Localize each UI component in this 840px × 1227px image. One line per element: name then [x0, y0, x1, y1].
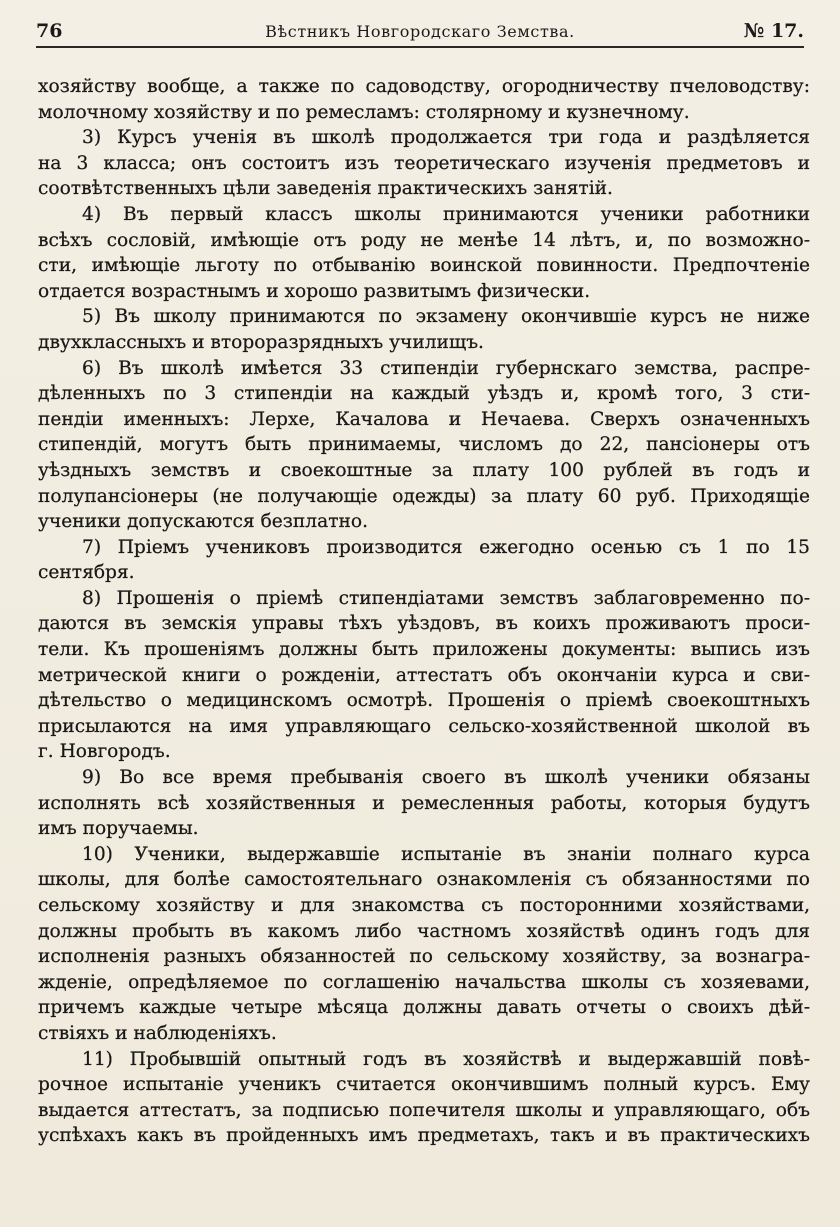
text-line: сельскому хозяйству и для знакомства съ посторонними хозяйствами, [38, 895, 810, 916]
text-line: дѣленныхъ по 3 стипендіи на каждый уѣздъ и, кромѣ того, 3 сти- [38, 383, 810, 405]
page-number: 76 [36, 20, 63, 42]
text-line: причемъ каждые четыре мѣсяца должны давать отчеты о своихъ дѣй- [38, 997, 810, 1019]
text-line: метрической книги о рожденіи, аттестатъ объ окончаніи курса и сви- [38, 664, 810, 686]
text-line: г. Новгородъ. [38, 741, 171, 763]
text-line: 11) Пробывшій опытный годъ въ хозяйствѣ и выдержавшій повѣ- [82, 1048, 810, 1070]
text-line: 6) Въ школѣ имѣется 33 стипендіи губернскаго земства, распре- [82, 357, 810, 379]
text-line: 9) Во все время пребыванія своего въ школѣ ученики обязаны [82, 767, 810, 789]
text-line: рочное испытаніе ученикъ считается окончившимъ полный курсъ. Ему [38, 1074, 810, 1096]
text-line: 5) Въ школу принимаются по экзамену окончившіе курсъ не ниже [82, 306, 810, 328]
text-line: даются въ земскія управы тѣхъ уѣздовъ, въ коихъ проживаютъ проси- [38, 613, 810, 635]
text-line: выдается аттестатъ, за подписью попечителя школы и управляющаго, объ [38, 1099, 810, 1121]
text-line: 3) Курсъ ученія въ школѣ продолжается три года и раздѣляется [82, 127, 810, 149]
text-line: дѣтельство о медицинскомъ осмотрѣ. Прошенія о пріемѣ своекоштныхъ [38, 690, 810, 712]
running-title: Вѣстникъ Новгородскаго Земства. [265, 22, 575, 41]
text-line: присылаются на имя управляющаго сельско-хозяйственной школой въ [38, 715, 810, 737]
text-line: отдается возрастнымъ и хорошо развитымъ физически. [38, 280, 591, 302]
text-line: молочному хозяйству и по ремесламъ: столярному и кузнечному. [38, 101, 690, 123]
text-line: хозяйству вообще, а также по садоводству, огородничеству пчеловодству: [38, 76, 810, 97]
text-line: 10) Ученики, выдержавшіе испытаніе въ знаніи полнаго курса [82, 843, 810, 865]
text-line: сентября. [38, 562, 135, 584]
text-line: уѣздныхъ земствъ и своекоштные за плату 100 рублей въ годъ и [38, 459, 810, 481]
issue-number: № 17. [743, 20, 804, 42]
text-line: тели. Къ прошеніямъ должны быть приложены документы: выпись изъ [38, 639, 810, 661]
text-line: успѣхахъ какъ въ пройденныхъ имъ предметахъ, такъ и въ практическихъ [38, 1125, 810, 1147]
text-line: стипендій, могутъ быть принимаемы, числомъ до 22, пансіонеры отъ [38, 434, 810, 456]
text-line: 4) Въ первый классъ школы принимаются ученики работники [82, 203, 810, 225]
text-line: ствіяхъ и наблюденіяхъ. [38, 1022, 277, 1044]
body-text [38, 74, 810, 1149]
text-line: ученики допускаются безплатно. [38, 511, 368, 533]
text-line: пендіи именныхъ: Лерхе, Качалова и Нечаева. Сверхъ означенныхъ [38, 408, 810, 430]
text-line: должны пробыть въ какомъ либо частномъ хозяйствѣ одинъ годъ для [38, 920, 810, 942]
text-line: на 3 класса; онъ состоитъ изъ теоретическаго изученія предметовъ и [38, 152, 810, 174]
header-rule [36, 46, 804, 48]
text-line: сти, имѣющіе льготу по отбыванію воинской повинности. Предпочтеніе [38, 255, 810, 277]
text-line: двухклассныхъ и второразрядныхъ училищъ. [38, 331, 484, 353]
text-line: 8) Прошенія о пріемѣ стипендіатами земствъ заблаговременно по- [82, 587, 810, 609]
text-line: жденіе, опредѣляемое по соглашенію начальства школы съ хозяевами, [38, 971, 810, 993]
text-line: имъ поручаемы. [38, 818, 199, 840]
text-line: полупансіонеры (не получающіе одежды) за плату 60 руб. Приходящіе [38, 485, 810, 507]
text-line: школы, для болѣе самостоятельнаго ознакомленія съ обязанностями по [38, 869, 810, 891]
text-line: всѣхъ сословій, имѣющіе отъ роду не менѣе 14 лѣтъ, и, по возможно- [38, 229, 810, 251]
text-line: соотвѣтственныхъ цѣли заведенія практическихъ занятій. [38, 178, 613, 200]
text-line: исполненія разныхъ обязанностей по сельскому хозяйству, за вознагра- [38, 946, 810, 968]
text-line: исполнять всѣ хозяйственныя и ремесленныя работы, которыя будутъ [38, 792, 810, 814]
text-line: 7) Пріемъ учениковъ производится ежегодно осенью съ 1 по 15 [82, 536, 810, 558]
page-header [36, 20, 804, 44]
